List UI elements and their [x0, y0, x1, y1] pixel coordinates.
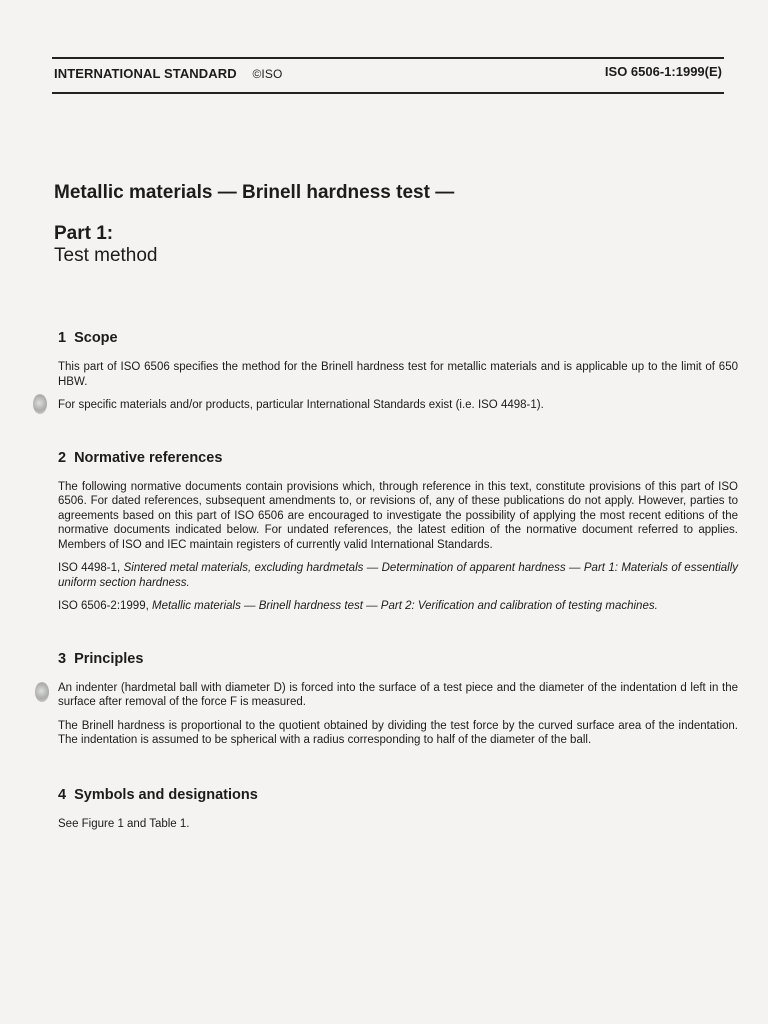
section-1-heading: [58, 330, 738, 346]
section-4-heading: [58, 787, 738, 803]
reference-1-title: Sintered metal materials, excluding hardmetals — Determination of apparent hardness — Part 1: Materials of essentially uniform section hardness.: [58, 562, 739, 589]
document-part: Part 1:: [54, 223, 114, 244]
header-rule-bottom: [52, 92, 724, 94]
section-1-paragraph-1: This part of ISO 6506 specifies the method for the Brinell hardness test for metallic materials and is applicable up to the limit of 650 HBW.: [58, 361, 738, 388]
header-left: [54, 66, 282, 81]
header-copyright: ©ISO: [252, 67, 283, 81]
document-title: Metallic materials — Brinell hardness test —: [54, 182, 455, 203]
section-2-paragraph-1: The following normative documents contain provisions which, through reference in this text, constitute provisions of this part of ISO 6506. For dated references, subsequent amendments to, or revisions of, any of these publications do not apply. However, parties to agreements based on this part of ISO 6506 are encouraged to investigate the possibility of applying the most recent editions of the normative documents indicated below. For undated references, the latest edition of the normative document referred to applies. Members of ISO and IEC maintain registers of currently valid International Standards.: [58, 480, 738, 551]
section-3-paragraph-1: An indenter (hardmetal ball with diameter D) is forced into the surface of a test piece and the diameter of the indentation d left in the surface after removal of the force F is measured.: [58, 681, 738, 708]
section-3-number: 3: [58, 650, 67, 667]
header-rule-top: [52, 57, 724, 59]
section-2-reference-1: [58, 561, 738, 590]
section-2-heading: [58, 450, 738, 466]
section-1-number: 1: [58, 330, 67, 346]
reference-1-code: ISO 4498-1,: [58, 562, 121, 574]
section-3-paragraph-2: The Brinell hardness is proportional to the quotient obtained by dividing the test force by the curved surface area of the indentation. The indentation is assumed to be spherical with a radius corresponding to half of the diameter of the ball.: [58, 719, 738, 746]
section-4-number: 4: [58, 786, 67, 803]
section-4-title: Symbols and designations: [74, 786, 258, 803]
section-2-number: 2: [58, 449, 67, 466]
section-1-paragraph-2: For specific materials and/or products, particular International Standards exist (i.e. ISO 4498-1).: [58, 399, 544, 411]
reference-2-code: ISO 6506-2:1999,: [58, 600, 149, 612]
punch-hole-upper: [33, 394, 47, 414]
section-1-title: Scope: [74, 330, 118, 346]
section-2-title: Normative references: [74, 449, 223, 466]
punch-hole-lower: [35, 682, 49, 702]
reference-2-title: Metallic materials — Brinell hardness test — Part 2: Verification and calibration of testing machines.: [152, 600, 658, 612]
section-4-paragraph-1: See Figure 1 and Table 1.: [58, 817, 190, 830]
document-subtitle: Test method: [54, 245, 158, 266]
header-standard-label: INTERNATIONAL STANDARD: [54, 66, 237, 81]
section-3-heading: [58, 651, 738, 667]
document-body: [58, 330, 738, 840]
section-3-title: Principles: [74, 650, 144, 667]
section-2-reference-2: [58, 599, 738, 614]
header-standard-number: ISO 6506-1:1999(E): [604, 64, 722, 79]
